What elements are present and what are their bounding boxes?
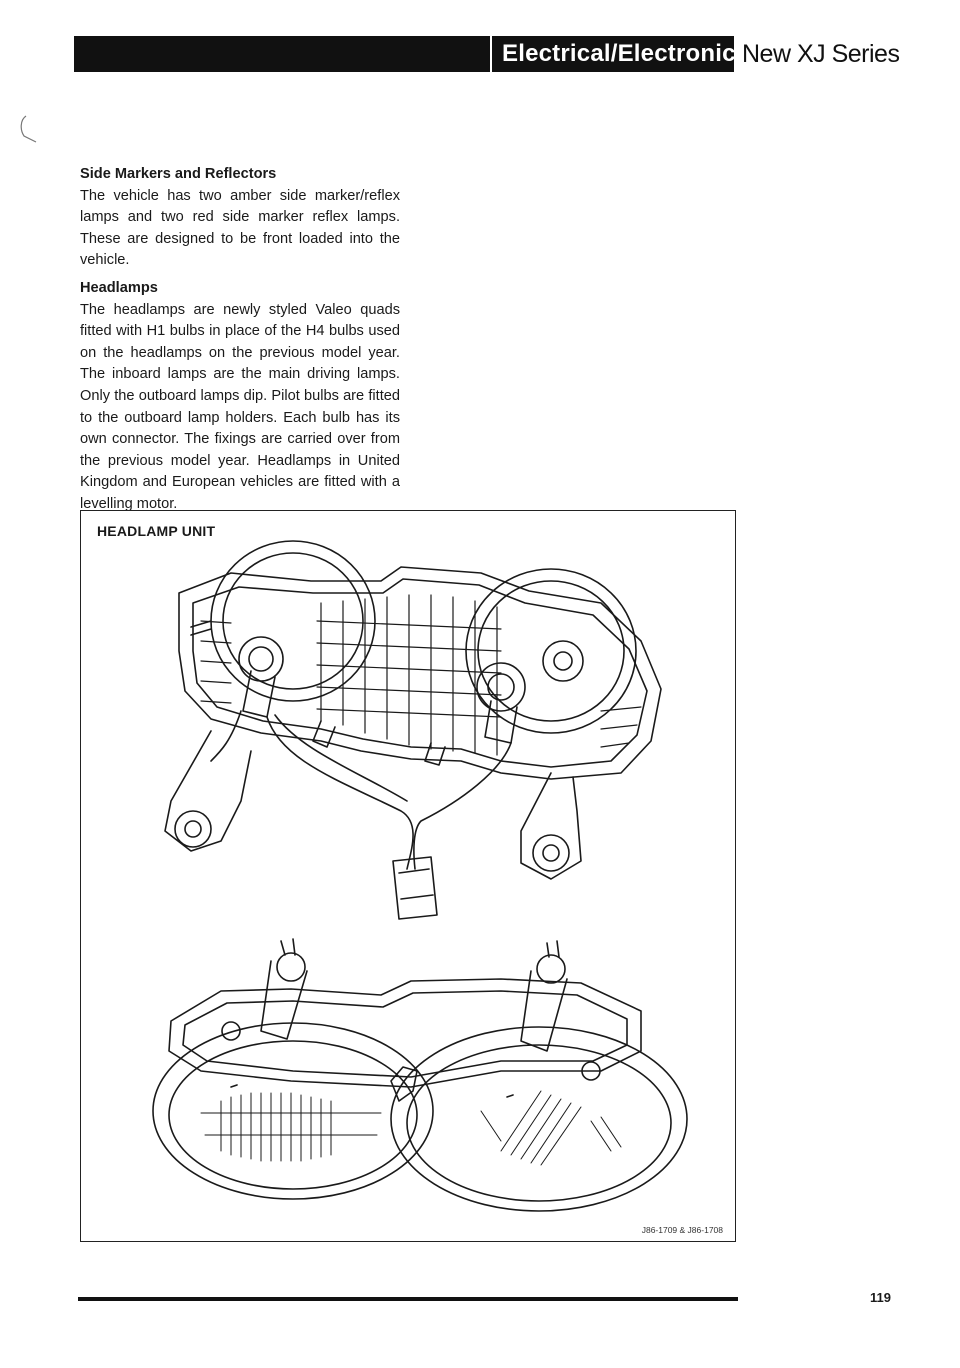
headlamp-illustration — [81, 511, 734, 1240]
figure-title: HEADLAMP UNIT — [97, 523, 216, 539]
section-body: The headlamps are newly styled Valeo quads fitted with H1 bulbs in place of the H4 bulbs used on the headlamps on the previous model year. The inboard lamps are the main driving lamps. Only the outboard lamps dip. Pilot bulbs are fitted to the outboard lamp holders. Each bulb has its own connector. The fixings are carried over from the previous model year. Headlamps in United Kingdom and European vehicles are fitted with a levelling motor. — [80, 301, 400, 512]
section-headlamps — [80, 278, 400, 516]
page-number: 119 — [870, 1290, 891, 1305]
section-body: The vehicle has two amber side marker/reflex lamps and two red side marker reflex lamps. These are designed to be front loaded into the vehicle. — [80, 187, 400, 269]
section-title: Electrical/Electronic — [490, 36, 736, 72]
section-heading: Headlamps — [80, 280, 158, 296]
series-title: New XJ Series — [742, 40, 900, 68]
headlamp-figure — [80, 510, 736, 1242]
figure-reference: J86-1709 & J86-1708 — [641, 1225, 723, 1235]
footer-rule — [78, 1297, 738, 1301]
section-heading: Side Markers and Reflectors — [80, 166, 277, 182]
margin-mark — [14, 112, 44, 146]
section-side-markers — [80, 164, 400, 272]
